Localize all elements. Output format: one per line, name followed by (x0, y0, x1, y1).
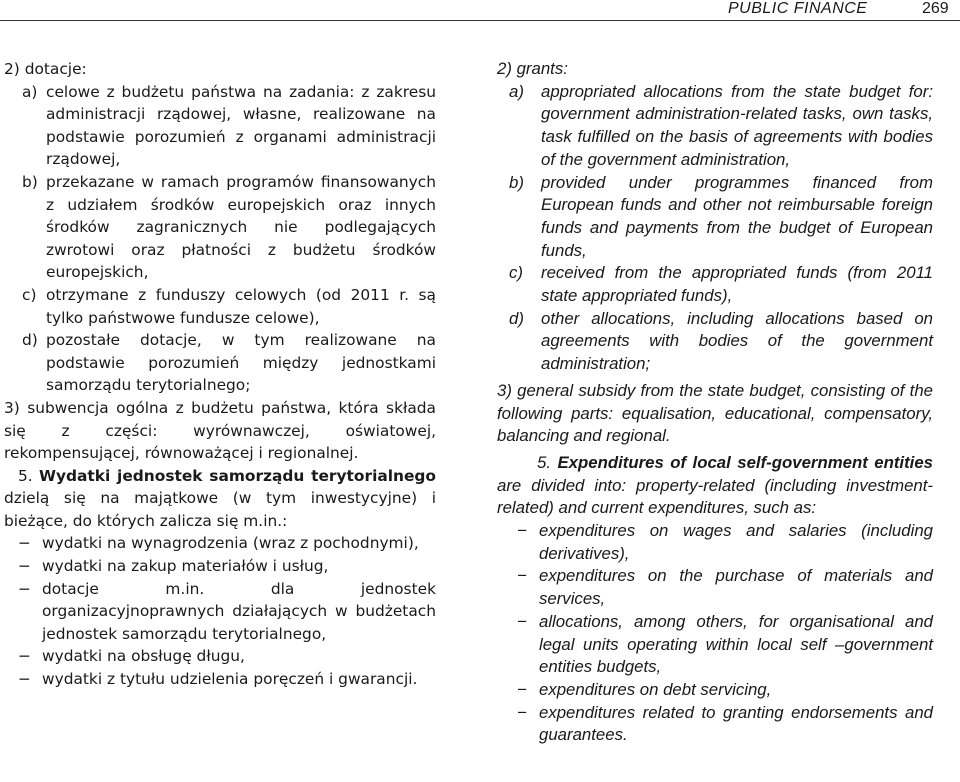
list-item (4, 329, 436, 397)
bold-term: Expenditures of local self-government entities (557, 452, 933, 472)
list-label: a) (22, 82, 38, 101)
page-header (0, 0, 960, 21)
list-text: przekazane w ramach programów finansowanych z udziałem środków europejskich oraz innych środków zagranicznych nie podlegających zwrotowi oraz płatności z budżetu środków europejskich, (46, 172, 436, 282)
section-heading: 2) grants: (497, 59, 568, 78)
paragraph-expenditures (497, 452, 933, 520)
list-item (497, 702, 933, 747)
paragraph-text: are divided into: property-related (including investment-related) and current expenditures, such as: (497, 475, 933, 518)
dash-bullet: − (517, 566, 527, 586)
list-item (497, 520, 933, 565)
dash-bullet: − (517, 679, 527, 699)
list-label: d) (509, 308, 524, 328)
section-number: 5. (18, 466, 33, 485)
section-heading: 2) dotacje: (4, 60, 87, 78)
list-label: b) (509, 172, 524, 192)
list-text: expenditures on debt servicing, (539, 679, 772, 699)
dash-bullet: − (18, 670, 31, 689)
paragraph-subsidy: 3) subwencja ogólna z budżetu państwa, która składa się z części: wyrównawczej, oświatowej, rekompensującej, równoważącej i regionalnej. (4, 398, 436, 463)
list-text: wydatki na zakup materiałów i usług, (42, 557, 329, 576)
list-label: c) (22, 285, 37, 304)
list-text: expenditures on wages and salaries (including derivatives), (539, 521, 933, 563)
list-text: received from the appropriated funds (from 2011 state appropriated funds), (541, 263, 933, 306)
list-text: celowe z budżetu państwa na zadania: z zakresu administracji rządowej, własne, realizowane na podstawie porozumień z organami administracji rządowej, (46, 82, 436, 169)
dash-bullet: − (18, 579, 31, 598)
list-text: provided under programmes financed from European funds and other not reimbursable foreign funds and payments from the budget of European funds, (541, 172, 933, 260)
dash-bullet: − (18, 647, 31, 666)
list-text: dotacje m.in. dla jednostek organizacyjnoprawnych działających w budżetach jednostek samorządu terytorialnego, (42, 579, 436, 643)
list-item (497, 262, 933, 307)
list-label: a) (509, 81, 524, 101)
list-item (4, 171, 436, 284)
list-item (4, 668, 436, 691)
dash-bullet: − (18, 557, 31, 576)
list-item (4, 555, 436, 578)
list-text: pozostałe dotacje, w tym realizowane na podstawie porozumień między jednostkami samorządu terytorialnego; (46, 331, 436, 395)
list-text: expenditures related to granting endorsements and guarantees. (539, 702, 933, 745)
paragraph-expenditures (4, 465, 436, 533)
dash-bullet: − (517, 702, 527, 722)
list-item (497, 679, 933, 702)
list-text: wydatki z tytułu udzielenia poręczeń i gwarancji. (42, 670, 418, 689)
list-label: c) (509, 263, 523, 283)
list-item (497, 611, 933, 679)
list-text: other allocations, including allocations based on agreements with bodies of the government administration; (541, 308, 933, 374)
english-column (497, 58, 933, 747)
list-text: wydatki na obsługę długu, (42, 647, 245, 666)
list-item (497, 565, 933, 610)
bold-term: Wydatki jednostek samorządu terytorialnego (39, 466, 436, 485)
running-title: PUBLIC FINANCE (728, 0, 868, 17)
list-item (497, 81, 933, 172)
list-text: allocations, among others, for organisational and legal units operating within local self –government entities budgets, (539, 611, 933, 677)
list-item (497, 308, 933, 376)
list-text: otrzymane z funduszy celowych (od 2011 r. są tylko państwowe fundusze celowe), (46, 285, 436, 327)
list-text: wydatki na wynagrodzenia (wraz z pochodnymi), (42, 534, 419, 553)
section-number: 5. (537, 452, 551, 472)
list-label: b) (22, 172, 38, 191)
list-item (497, 172, 933, 263)
list-item (4, 284, 436, 329)
page-number: 269 (922, 0, 949, 17)
dash-bullet: − (517, 521, 527, 541)
list-item (4, 578, 436, 646)
dash-bullet: − (18, 534, 31, 553)
list-item (4, 532, 436, 555)
list-label: d) (22, 331, 38, 350)
list-item (4, 81, 436, 171)
list-item (4, 645, 436, 668)
list-text: appropriated allocations from the state budget for: government administration-related tasks, own tasks, task fulfilled on the basis of agreements with bodies of the government administration, (541, 81, 933, 169)
dash-bullet: − (517, 611, 527, 631)
paragraph-subsidy: 3) general subsidy from the state budget, consisting of the following parts: equalisation, educational, compensatory, balancing and regional. (497, 380, 933, 446)
list-text: expenditures on the purchase of materials and services, (539, 566, 933, 609)
paragraph-text: dzielą się na majątkowe (w tym inwestycyjne) i bieżące, do których zalicza się m.in.: (4, 489, 436, 530)
polish-column (4, 58, 436, 691)
